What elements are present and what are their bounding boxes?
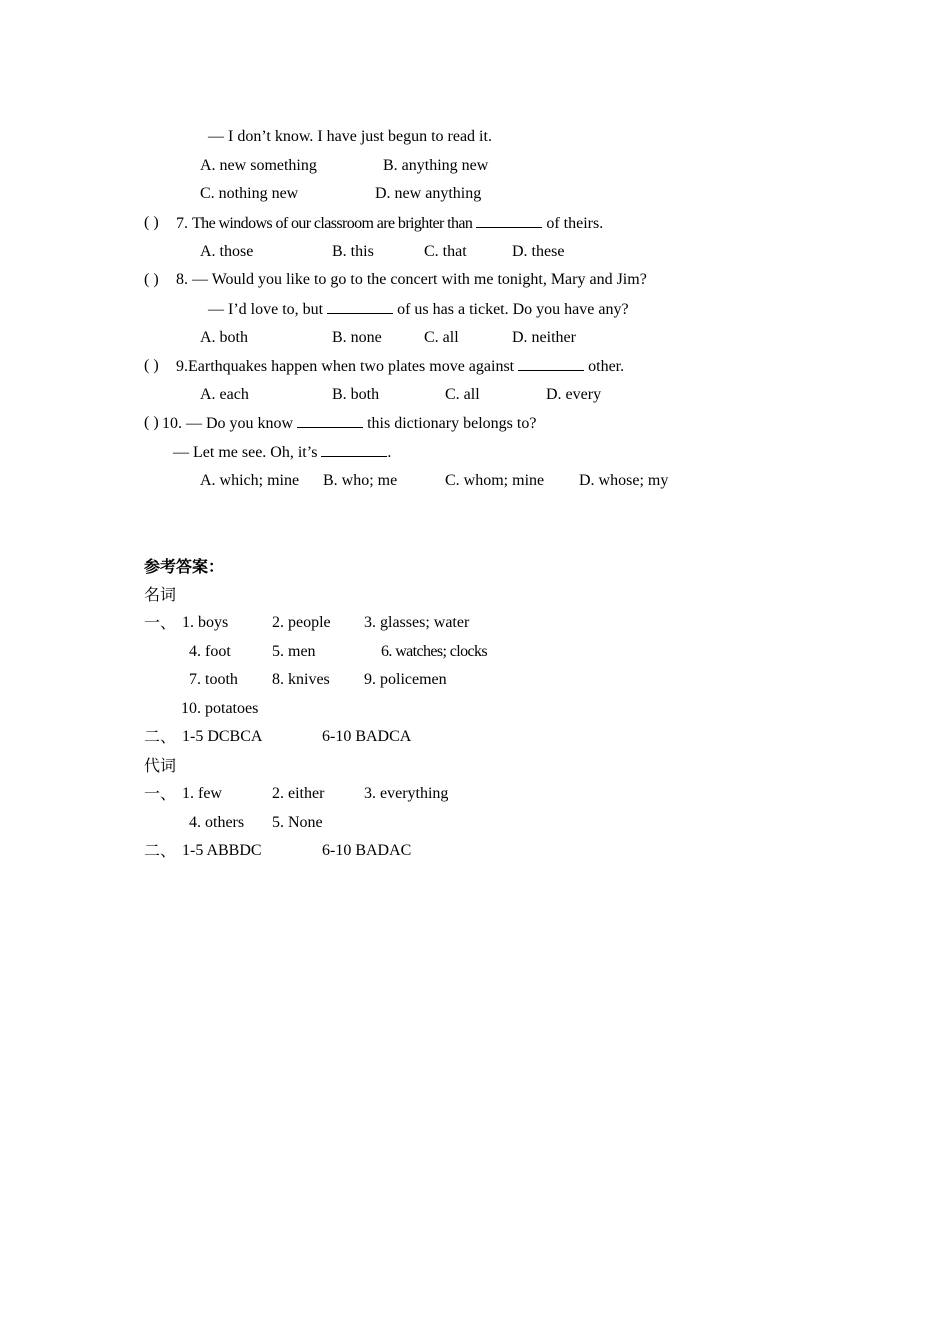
q10-option-c: C. whom; mine xyxy=(445,472,545,489)
q8-blank xyxy=(327,299,393,314)
q7-option-b: B. this xyxy=(332,243,374,260)
q7-blank xyxy=(476,213,542,228)
q10-bracket: ( ) xyxy=(144,414,159,431)
q6-option-a: A. new something xyxy=(200,157,317,174)
noun-answer-9: 9. policemen xyxy=(364,671,447,688)
q8-bracket: ( ) xyxy=(144,271,159,288)
noun-part2-group-1: 1-5 DCBCA xyxy=(182,728,263,745)
q10-text-b: this dictionary belongs to? xyxy=(367,415,537,432)
q8-option-a: A. both xyxy=(200,329,248,346)
q8-option-b: B. none xyxy=(332,329,382,346)
q7-bracket: ( ) xyxy=(144,214,159,231)
q9-stem xyxy=(176,356,624,377)
noun-section-title: 名词 xyxy=(144,585,177,604)
noun-answer-8: 8. knives xyxy=(272,671,330,688)
noun-answer-7: 7. tooth xyxy=(189,671,238,688)
q10-option-b: B. who; me xyxy=(323,472,398,489)
pronoun-answer-3: 3. everything xyxy=(364,785,449,802)
q6-option-c: C. nothing new xyxy=(200,185,299,202)
q7-option-a: A. those xyxy=(200,243,254,260)
q10-text-a: 10. — Do you know xyxy=(162,415,294,432)
q9-option-b: B. both xyxy=(332,386,380,403)
noun-answer-5: 5. men xyxy=(272,643,316,660)
pronoun-answer-1: 1. few xyxy=(182,785,222,802)
q10-blank-2 xyxy=(321,442,387,457)
pronoun-part2-group-1: 1-5 ABBDC xyxy=(182,842,262,859)
q10-option-d: D. whose; my xyxy=(579,472,669,489)
q6-option-d: D. new anything xyxy=(375,185,482,202)
q7-option-c: C. that xyxy=(424,243,467,260)
pronoun-section-title: 代词 xyxy=(144,756,177,775)
answers-heading: 参考答案： xyxy=(144,557,225,576)
q10-line2 xyxy=(173,442,391,463)
q8-line1: 8. — Would you like to go to the concert with me tonight, Mary and Jim? xyxy=(176,271,647,288)
q8-line2-b: of us has a ticket. Do you have any? xyxy=(397,301,629,318)
pronoun-part2-group-2: 6-10 BADAC xyxy=(322,842,412,859)
noun-answer-1: 1. boys xyxy=(182,614,229,631)
q9-text-b: other. xyxy=(588,358,625,375)
q7-number: 7. xyxy=(176,215,188,232)
q9-bracket: ( ) xyxy=(144,357,159,374)
q8-option-c: C. all xyxy=(424,329,459,346)
q10-option-a: A. which; mine xyxy=(200,472,300,489)
noun-part2-group-2: 6-10 BADCA xyxy=(322,728,412,745)
pronoun-answer-2: 2. either xyxy=(272,785,325,802)
q10-stem xyxy=(162,413,536,434)
q9-blank xyxy=(518,356,584,371)
q9-option-d: D. every xyxy=(546,386,602,403)
pronoun-part1-label: 一、 xyxy=(144,784,177,803)
q10-line2-a: — Let me see. Oh, it’s xyxy=(173,444,318,461)
q9-option-c: C. all xyxy=(445,386,480,403)
q8-line2-a: — I’d love to, but xyxy=(208,301,324,318)
q6-option-b: B. anything new xyxy=(383,157,489,174)
pronoun-answer-5: 5. None xyxy=(272,814,323,831)
q8-option-d: D. neither xyxy=(512,329,576,346)
q7-text-a: The windows of our classroom are brighter than xyxy=(192,215,473,232)
noun-part1-label: 一、 xyxy=(144,613,177,632)
q7-text-b: of theirs. xyxy=(546,215,604,232)
pronoun-part2-label: 二、 xyxy=(144,841,177,860)
q9-text-a: 9.Earthquakes happen when two plates move against xyxy=(176,358,515,375)
q6-answer-line: — I don’t know. I have just begun to read it. xyxy=(208,128,492,145)
q10-line2-b: . xyxy=(387,444,392,461)
noun-answer-3: 3. glasses; water xyxy=(364,614,470,631)
q7-option-d: D. these xyxy=(512,243,565,260)
noun-answer-4: 4. foot xyxy=(189,643,231,660)
pronoun-answer-4: 4. others xyxy=(189,814,245,831)
noun-answer-2: 2. people xyxy=(272,614,331,631)
q8-line2 xyxy=(208,299,629,320)
noun-answer-10: 10. potatoes xyxy=(181,700,259,717)
q9-option-a: A. each xyxy=(200,386,249,403)
noun-part2-label: 二、 xyxy=(144,727,177,746)
q10-blank-1 xyxy=(297,413,363,428)
q7-stem xyxy=(176,213,603,234)
noun-answer-6: 6. watches; clocks xyxy=(381,643,488,660)
